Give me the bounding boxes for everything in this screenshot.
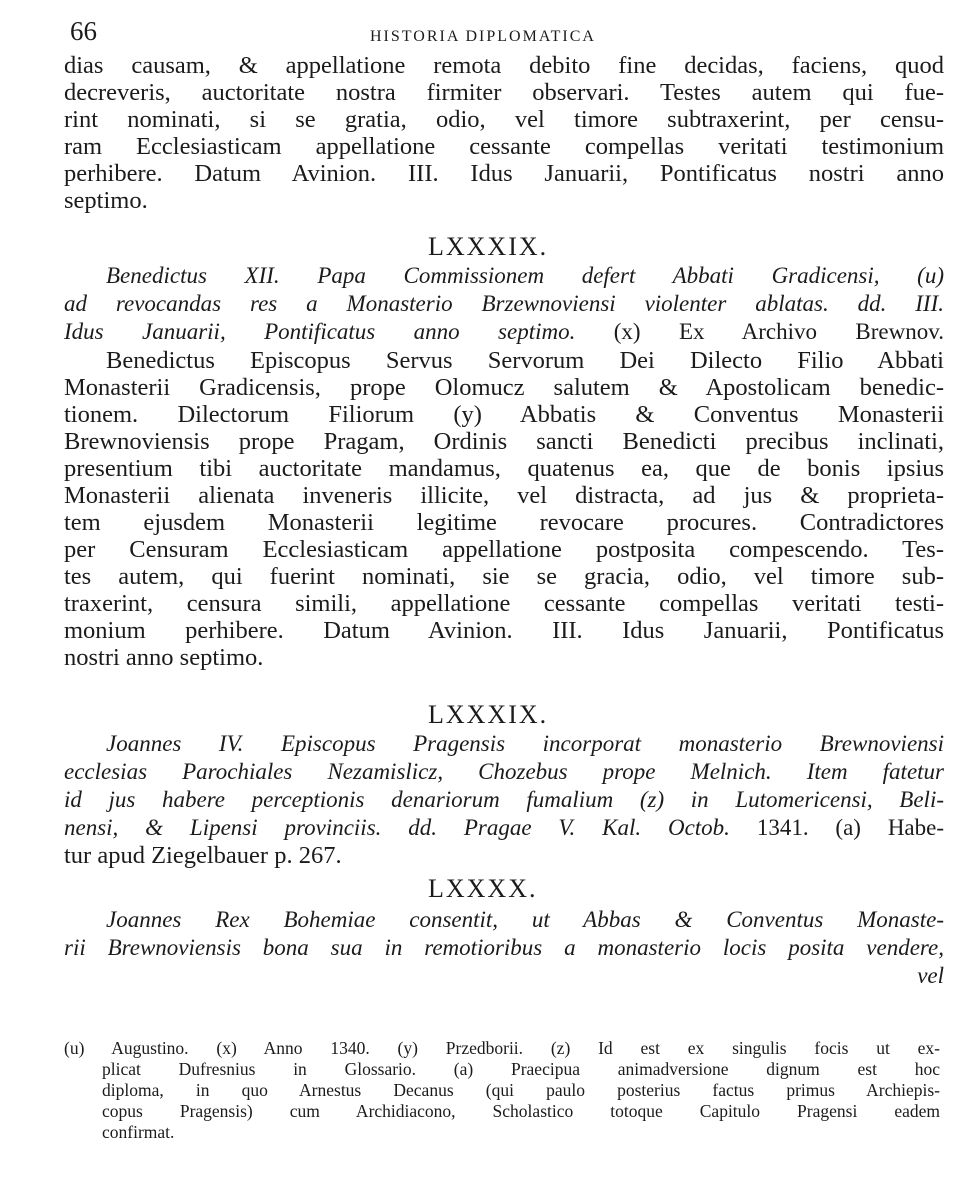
footnote-line: (u) Augustino. (x) Anno 1340. (y) Przedborii. (z) Id est ex singulis focis ut ex- [64, 1038, 940, 1058]
running-head: HISTORIA DIPLOMATICA [370, 28, 596, 45]
section-heading: LXXXIX. [428, 232, 549, 261]
summary-line: Joannes Rex Bohemiae consentit, ut Abbas & Conventus Monaste- [106, 907, 944, 932]
footnotes [64, 1038, 940, 1143]
text-line: Benedictus Episcopus Servus Servorum Dei Dilecto Filio Abbati [106, 347, 944, 374]
text-line: presentium tibi auctoritate mandamus, quatenus ea, que de bonis ipsius [64, 455, 944, 482]
summary-text: Idus Januarii, Pontificatus anno septimo. [64, 319, 576, 344]
text-line: tes autem, qui fuerint nominati, sie se gracia, odio, vel timore sub- [64, 563, 944, 590]
summary-text: nensi, & Lipensi provinciis. dd. Pragae V. Kal. Octob. [64, 815, 730, 840]
section-heading: LXXXX. [428, 874, 538, 903]
text-line: rint nominati, si se gratia, odio, vel timore subtraxerint, per censu- [64, 106, 944, 133]
top-text [64, 52, 944, 214]
summary-source: 1341. (a) Habe- [756, 815, 944, 840]
text-line: perhibere. Datum Avinion. III. Idus Januarii, Pontificatus nostri anno [64, 160, 944, 187]
summary-line [64, 318, 944, 346]
catchword: vel [917, 963, 944, 988]
text-line: tur apud Ziegelbauer p. 267. [64, 842, 342, 869]
text-line: Brewnoviensis prope Pragam, Ordinis sancti Benedicti precibus inclinati, [64, 428, 944, 455]
page-number: 66 [70, 16, 97, 46]
footnote-line: plicat Dufresnius in Glossario. (a) Praecipua animadversione dignum est hoc [102, 1059, 940, 1079]
summary-line: id jus habere perceptionis denariorum fumalium (z) in Lutomericensi, Beli- [64, 787, 944, 812]
text-line: dias causam, & appellatione remota debito fine decidas, faciens, quod [64, 52, 944, 79]
document-body [64, 842, 944, 869]
document-body [64, 347, 944, 671]
text-line: septimo. [64, 187, 148, 214]
text-line: nostri anno septimo. [64, 644, 264, 671]
summary-source: (x) Ex Archivo Brewnov. [613, 319, 945, 344]
section-summary [64, 730, 944, 842]
page-header [62, 14, 942, 48]
footnote-line: diploma, in quo Arnestus Decanus (qui paulo posterius factus primus Archiepis- [102, 1080, 940, 1100]
summary-line: rii Brewnoviensis bona sua in remotioribus a monasterio locis posita vendere, [64, 935, 944, 960]
text-line: per Censuram Ecclesiasticam appellatione postposita compescendo. Tes- [64, 536, 944, 563]
section-summary [64, 262, 944, 346]
summary-line: ad revocandas res a Monasterio Brzewnoviensi violenter ablatas. dd. III. [64, 291, 944, 316]
footnote-line: copus Pragensis) cum Archidiacono, Scholastico totoque Capitulo Pragensi eadem [102, 1101, 940, 1121]
text-line: ram Ecclesiasticam appellatione cessante compellas veritati testimonium [64, 133, 944, 160]
summary-line: Benedictus XII. Papa Commissionem defert Abbati Gradicensi, (u) [106, 263, 944, 288]
summary-line: Joannes IV. Episcopus Pragensis incorporat monasterio Brewnoviensi [106, 731, 944, 756]
text-line: tionem. Dilectorum Filiorum (y) Abbatis & Conventus Monasterii [64, 401, 944, 428]
text-line: Monasterii Gradicensis, prope Olomucz salutem & Apostolicam benedic- [64, 374, 944, 401]
summary-line [64, 814, 944, 842]
footnote-line: confirmat. [102, 1122, 175, 1142]
section-heading: LXXXIX. [428, 700, 549, 729]
text-line: decreveris, auctoritate nostra firmiter observari. Testes autem qui fue- [64, 79, 944, 106]
summary-line: ecclesias Parochiales Nezamislicz, Chozebus prope Melnich. Item fatetur [64, 759, 944, 784]
text-line: traxerint, censura simili, appellatione cessante compellas veritati testi- [64, 590, 944, 617]
text-line: monium perhibere. Datum Avinion. III. Idus Januarii, Pontificatus [64, 617, 944, 644]
text-line: Monasterii alienata inveneris illicite, vel distracta, ad jus & proprieta- [64, 482, 944, 509]
text-line: tem ejusdem Monasterii legitime revocare procures. Contradictores [64, 509, 944, 536]
section-summary [64, 906, 944, 990]
